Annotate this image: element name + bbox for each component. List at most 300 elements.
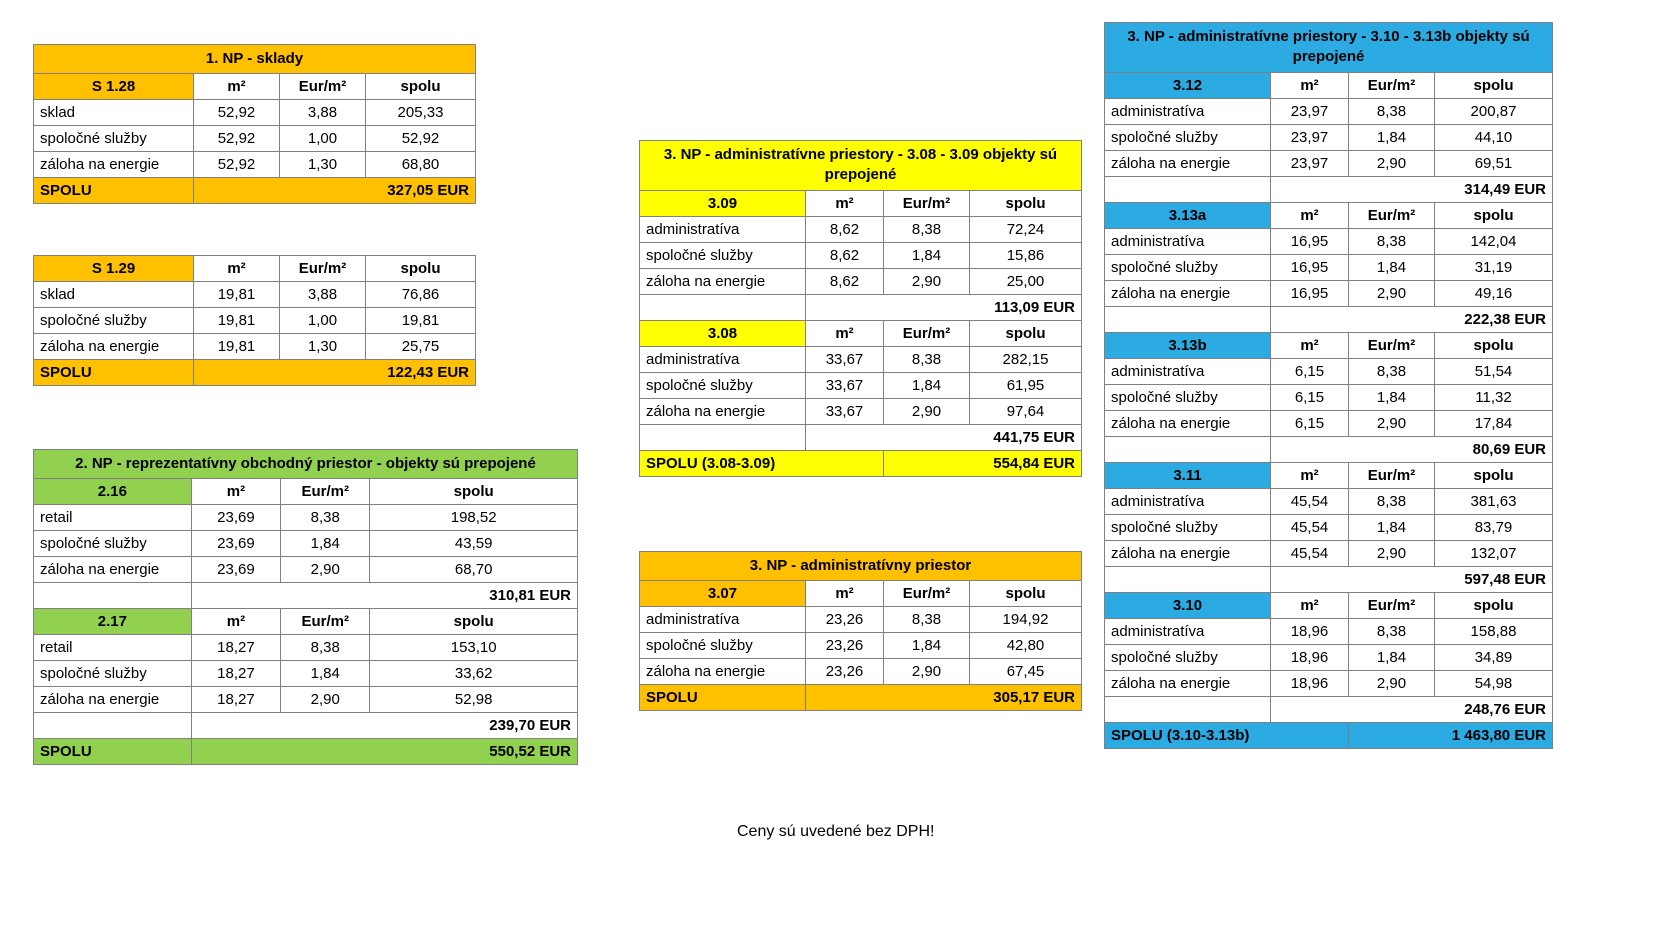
row-total: 51,54 <box>1435 358 1553 384</box>
sum-value: 327,05 EUR <box>194 178 476 204</box>
sum-label: SPOLU <box>34 739 192 765</box>
row-label: administratíva <box>640 607 806 633</box>
row-rate: 8,38 <box>1349 228 1435 254</box>
row-m2: 18,27 <box>191 661 280 687</box>
row-label: spoločné služby <box>34 126 194 152</box>
row-m2: 6,15 <box>1271 410 1349 436</box>
row-m2: 8,62 <box>806 216 884 242</box>
unit-code: 3.07 <box>640 581 806 607</box>
sum-label: SPOLU <box>34 360 194 386</box>
row-total: 44,10 <box>1435 124 1553 150</box>
column-header-m2: m² <box>806 581 884 607</box>
table-row <box>640 398 1082 424</box>
row-total: 68,80 <box>366 152 476 178</box>
row-rate: 2,90 <box>884 659 970 685</box>
row-label: záloha na energie <box>1105 150 1271 176</box>
table-row <box>640 450 1082 476</box>
column-header-rate: Eur/m² <box>1349 72 1435 98</box>
table-row <box>640 581 1082 607</box>
table-row <box>34 256 476 282</box>
unit-code: 3.11 <box>1105 462 1271 488</box>
row-m2: 52,92 <box>194 126 280 152</box>
row-m2: 52,92 <box>194 152 280 178</box>
unit-code: 3.09 <box>640 190 806 216</box>
column-header-total: spolu <box>1435 332 1553 358</box>
spacer-cell <box>34 583 192 609</box>
row-m2: 19,81 <box>194 282 280 308</box>
row-m2: 8,62 <box>806 242 884 268</box>
table-row <box>34 126 476 152</box>
table-row <box>1105 98 1553 124</box>
table-row <box>34 609 578 635</box>
sum-value: 122,43 EUR <box>194 360 476 386</box>
row-rate: 2,90 <box>1349 150 1435 176</box>
table-row <box>1105 462 1553 488</box>
table-row <box>34 479 578 505</box>
table-retail <box>33 449 578 765</box>
unit-code: 2.16 <box>34 479 192 505</box>
row-m2: 18,27 <box>191 635 280 661</box>
row-m2: 8,62 <box>806 268 884 294</box>
row-total: 69,51 <box>1435 150 1553 176</box>
column-header-rate: Eur/m² <box>280 256 366 282</box>
row-label: záloha na energie <box>1105 540 1271 566</box>
table-row <box>1105 150 1553 176</box>
table-row <box>1105 644 1553 670</box>
column-header-rate: Eur/m² <box>280 74 366 100</box>
row-label: spoločné služby <box>1105 384 1271 410</box>
row-rate: 1,00 <box>280 126 366 152</box>
row-total: 198,52 <box>370 505 578 531</box>
table-row <box>34 687 578 713</box>
row-m2: 18,27 <box>191 687 280 713</box>
row-rate: 8,38 <box>281 635 370 661</box>
row-m2: 23,97 <box>1271 124 1349 150</box>
row-m2: 33,67 <box>806 372 884 398</box>
unit-code: 3.10 <box>1105 592 1271 618</box>
row-rate: 2,90 <box>281 687 370 713</box>
table-row <box>1105 618 1553 644</box>
subtotal-value: 441,75 EUR <box>806 424 1082 450</box>
row-label: spoločné služby <box>1105 514 1271 540</box>
column-header-m2: m² <box>1271 592 1349 618</box>
table-row <box>1105 592 1553 618</box>
row-label: sklad <box>34 282 194 308</box>
row-m2: 19,81 <box>194 308 280 334</box>
table-title: 3. NP - administratívne priestory - 3.10 - 3.13b objekty sú prepojené <box>1105 23 1553 73</box>
subtotal-value: 597,48 EUR <box>1271 566 1553 592</box>
row-rate: 2,90 <box>1349 280 1435 306</box>
row-total: 61,95 <box>970 372 1082 398</box>
row-total: 83,79 <box>1435 514 1553 540</box>
column-header-m2: m² <box>806 320 884 346</box>
row-total: 153,10 <box>370 635 578 661</box>
column-header-total: spolu <box>1435 72 1553 98</box>
row-rate: 2,90 <box>884 398 970 424</box>
row-m2: 23,26 <box>806 607 884 633</box>
row-m2: 23,97 <box>1271 98 1349 124</box>
table-row <box>1105 176 1553 202</box>
row-m2: 18,96 <box>1271 618 1349 644</box>
row-rate: 1,84 <box>884 242 970 268</box>
column-header-rate: Eur/m² <box>281 609 370 635</box>
row-total: 67,45 <box>970 659 1082 685</box>
row-m2: 16,95 <box>1271 228 1349 254</box>
row-m2: 52,92 <box>194 100 280 126</box>
table-row <box>640 685 1082 711</box>
row-rate: 8,38 <box>1349 618 1435 644</box>
table-row <box>34 635 578 661</box>
row-rate: 1,84 <box>1349 384 1435 410</box>
row-label: spoločné služby <box>1105 124 1271 150</box>
sum-value: 554,84 EUR <box>884 450 1082 476</box>
table-row <box>34 282 476 308</box>
row-label: administratíva <box>1105 228 1271 254</box>
row-total: 97,64 <box>970 398 1082 424</box>
row-total: 42,80 <box>970 633 1082 659</box>
table-row <box>1105 410 1553 436</box>
column-header-total: spolu <box>366 256 476 282</box>
column-header-rate: Eur/m² <box>884 320 970 346</box>
table-admin-orange-block <box>639 551 1082 711</box>
row-label: administratíva <box>1105 618 1271 644</box>
table-row <box>640 346 1082 372</box>
column-header-rate: Eur/m² <box>1349 592 1435 618</box>
row-label: sklad <box>34 100 194 126</box>
table-row <box>1105 384 1553 410</box>
row-total: 19,81 <box>366 308 476 334</box>
row-rate: 1,30 <box>280 334 366 360</box>
row-total: 158,88 <box>1435 618 1553 644</box>
table-row <box>1105 436 1553 462</box>
row-total: 33,62 <box>370 661 578 687</box>
spacer-cell <box>1105 176 1271 202</box>
table-storage-block <box>33 44 476 204</box>
row-total: 132,07 <box>1435 540 1553 566</box>
row-total: 54,98 <box>1435 670 1553 696</box>
table-row <box>34 450 578 479</box>
row-rate: 8,38 <box>281 505 370 531</box>
row-m2: 23,26 <box>806 633 884 659</box>
row-total: 15,86 <box>970 242 1082 268</box>
row-total: 25,75 <box>366 334 476 360</box>
table-row <box>34 557 578 583</box>
table-row <box>34 739 578 765</box>
row-m2: 45,54 <box>1271 514 1349 540</box>
spacer-cell <box>1105 436 1271 462</box>
unit-code: S 1.29 <box>34 256 194 282</box>
table-row <box>1105 280 1553 306</box>
row-label: administratíva <box>1105 488 1271 514</box>
row-rate: 1,30 <box>280 152 366 178</box>
table-row <box>640 294 1082 320</box>
table-row <box>640 424 1082 450</box>
row-m2: 23,69 <box>191 531 280 557</box>
row-rate: 1,84 <box>1349 124 1435 150</box>
table-title: 2. NP - reprezentatívny obchodný priestor - objekty sú prepojené <box>34 450 578 479</box>
table-row <box>34 531 578 557</box>
table-row <box>1105 332 1553 358</box>
table-row <box>34 661 578 687</box>
table-row <box>640 607 1082 633</box>
column-header-m2: m² <box>1271 72 1349 98</box>
row-rate: 1,84 <box>884 372 970 398</box>
row-label: záloha na energie <box>34 687 192 713</box>
row-total: 43,59 <box>370 531 578 557</box>
unit-code: 3.13a <box>1105 202 1271 228</box>
row-rate: 8,38 <box>1349 488 1435 514</box>
table-row <box>34 360 476 386</box>
row-rate: 1,00 <box>280 308 366 334</box>
table-row <box>1105 228 1553 254</box>
row-total: 25,00 <box>970 268 1082 294</box>
row-rate: 2,90 <box>1349 410 1435 436</box>
sum-label: SPOLU (3.10-3.13b) <box>1105 722 1349 748</box>
table-row <box>1105 23 1553 73</box>
row-total: 76,86 <box>366 282 476 308</box>
row-label: záloha na energie <box>34 152 194 178</box>
subtotal-value: 314,49 EUR <box>1271 176 1553 202</box>
row-rate: 8,38 <box>1349 98 1435 124</box>
row-m2: 23,97 <box>1271 150 1349 176</box>
row-rate: 2,90 <box>884 268 970 294</box>
column-header-total: spolu <box>366 74 476 100</box>
row-label: záloha na energie <box>34 334 194 360</box>
table-row <box>1105 696 1553 722</box>
table-row <box>640 372 1082 398</box>
row-label: spoločné služby <box>1105 644 1271 670</box>
row-m2: 33,67 <box>806 398 884 424</box>
row-m2: 16,95 <box>1271 254 1349 280</box>
column-header-m2: m² <box>1271 202 1349 228</box>
column-header-total: spolu <box>1435 592 1553 618</box>
table-row <box>34 713 578 739</box>
table-row <box>34 74 476 100</box>
subtotal-value: 239,70 EUR <box>191 713 577 739</box>
table-row <box>34 100 476 126</box>
row-rate: 1,84 <box>1349 514 1435 540</box>
table-row <box>640 659 1082 685</box>
column-header-rate: Eur/m² <box>1349 332 1435 358</box>
row-m2: 6,15 <box>1271 384 1349 410</box>
table-storage <box>33 44 476 204</box>
column-header-rate: Eur/m² <box>884 190 970 216</box>
row-m2: 23,69 <box>191 557 280 583</box>
spacer-cell <box>640 424 806 450</box>
table-row <box>1105 358 1553 384</box>
row-total: 282,15 <box>970 346 1082 372</box>
table-row <box>1105 72 1553 98</box>
table-admin-blue <box>1104 22 1553 749</box>
column-header-rate: Eur/m² <box>1349 462 1435 488</box>
column-header-rate: Eur/m² <box>884 581 970 607</box>
row-rate: 8,38 <box>884 216 970 242</box>
table-row <box>1105 254 1553 280</box>
unit-code: 2.17 <box>34 609 192 635</box>
column-header-rate: Eur/m² <box>1349 202 1435 228</box>
price-note: Ceny sú uvedené bez DPH! <box>737 823 935 840</box>
table-row <box>1105 306 1553 332</box>
table-storage-block-2 <box>33 255 476 386</box>
row-total: 49,16 <box>1435 280 1553 306</box>
unit-code: 3.12 <box>1105 72 1271 98</box>
row-total: 194,92 <box>970 607 1082 633</box>
row-rate: 8,38 <box>884 607 970 633</box>
row-label: administratíva <box>1105 98 1271 124</box>
column-header-total: spolu <box>1435 202 1553 228</box>
row-label: záloha na energie <box>640 659 806 685</box>
spacer-cell <box>34 713 192 739</box>
row-label: administratíva <box>640 346 806 372</box>
spacer-cell <box>1105 566 1271 592</box>
row-total: 142,04 <box>1435 228 1553 254</box>
table-storage-2 <box>33 255 476 386</box>
row-total: 72,24 <box>970 216 1082 242</box>
table-row <box>640 268 1082 294</box>
row-label: retail <box>34 635 192 661</box>
row-label: administratíva <box>640 216 806 242</box>
row-m2: 45,54 <box>1271 540 1349 566</box>
row-rate: 1,84 <box>281 661 370 687</box>
spacer-cell <box>640 294 806 320</box>
row-label: retail <box>34 505 192 531</box>
column-header-m2: m² <box>1271 462 1349 488</box>
sum-label: SPOLU (3.08-3.09) <box>640 450 884 476</box>
table-row <box>34 178 476 204</box>
column-header-total: spolu <box>370 609 578 635</box>
subtotal-value: 113,09 EUR <box>806 294 1082 320</box>
row-label: záloha na energie <box>640 398 806 424</box>
row-total: 200,87 <box>1435 98 1553 124</box>
subtotal-value: 310,81 EUR <box>191 583 577 609</box>
row-rate: 2,90 <box>1349 540 1435 566</box>
row-label: záloha na energie <box>34 557 192 583</box>
table-row <box>1105 124 1553 150</box>
table-row <box>1105 202 1553 228</box>
row-total: 11,32 <box>1435 384 1553 410</box>
table-row <box>640 552 1082 581</box>
table-row <box>640 216 1082 242</box>
table-retail-block <box>33 449 578 765</box>
column-header-total: spolu <box>970 190 1082 216</box>
table-row <box>1105 540 1553 566</box>
column-header-m2: m² <box>191 609 280 635</box>
row-label: spoločné služby <box>1105 254 1271 280</box>
column-header-m2: m² <box>1271 332 1349 358</box>
row-m2: 19,81 <box>194 334 280 360</box>
row-m2: 45,54 <box>1271 488 1349 514</box>
row-rate: 8,38 <box>1349 358 1435 384</box>
row-m2: 16,95 <box>1271 280 1349 306</box>
row-total: 34,89 <box>1435 644 1553 670</box>
row-rate: 2,90 <box>281 557 370 583</box>
table-row <box>34 505 578 531</box>
sum-value: 550,52 EUR <box>191 739 577 765</box>
row-label: spoločné služby <box>640 633 806 659</box>
row-rate: 2,90 <box>1349 670 1435 696</box>
table-admin-blue-block <box>1104 22 1553 749</box>
table-admin-orange <box>639 551 1082 711</box>
row-total: 68,70 <box>370 557 578 583</box>
table-row <box>640 633 1082 659</box>
table-row <box>640 320 1082 346</box>
table-row <box>34 308 476 334</box>
row-rate: 1,84 <box>884 633 970 659</box>
row-rate: 3,88 <box>280 282 366 308</box>
row-label: záloha na energie <box>1105 410 1271 436</box>
row-label: spoločné služby <box>34 531 192 557</box>
row-m2: 23,69 <box>191 505 280 531</box>
column-header-rate: Eur/m² <box>281 479 370 505</box>
row-label: záloha na energie <box>640 268 806 294</box>
table-row <box>1105 566 1553 592</box>
row-label: záloha na energie <box>1105 670 1271 696</box>
table-row <box>640 242 1082 268</box>
table-row <box>34 152 476 178</box>
row-label: spoločné služby <box>34 308 194 334</box>
column-header-m2: m² <box>191 479 280 505</box>
column-header-total: spolu <box>970 581 1082 607</box>
column-header-m2: m² <box>194 256 280 282</box>
row-rate: 8,38 <box>884 346 970 372</box>
unit-code: 3.08 <box>640 320 806 346</box>
table-row <box>34 334 476 360</box>
row-m2: 18,96 <box>1271 670 1349 696</box>
row-m2: 18,96 <box>1271 644 1349 670</box>
row-m2: 33,67 <box>806 346 884 372</box>
subtotal-value: 248,76 EUR <box>1271 696 1553 722</box>
table-admin-yellow-block <box>639 140 1082 477</box>
spacer-cell <box>1105 306 1271 332</box>
row-total: 52,92 <box>366 126 476 152</box>
table-title: 3. NP - administratívny priestor <box>640 552 1082 581</box>
table-row <box>34 583 578 609</box>
table-row <box>1105 722 1553 748</box>
column-header-total: spolu <box>370 479 578 505</box>
column-header-total: spolu <box>970 320 1082 346</box>
row-m2: 23,26 <box>806 659 884 685</box>
row-m2: 6,15 <box>1271 358 1349 384</box>
table-title: 1. NP - sklady <box>34 45 476 74</box>
sum-value: 1 463,80 EUR <box>1349 722 1553 748</box>
table-row <box>1105 670 1553 696</box>
row-rate: 1,84 <box>281 531 370 557</box>
column-header-m2: m² <box>806 190 884 216</box>
table-row <box>1105 488 1553 514</box>
subtotal-value: 80,69 EUR <box>1271 436 1553 462</box>
column-header-total: spolu <box>1435 462 1553 488</box>
row-total: 52,98 <box>370 687 578 713</box>
row-label: administratíva <box>1105 358 1271 384</box>
table-row <box>640 190 1082 216</box>
row-label: spoločné služby <box>34 661 192 687</box>
row-label: záloha na energie <box>1105 280 1271 306</box>
row-rate: 1,84 <box>1349 644 1435 670</box>
sum-label: SPOLU <box>640 685 806 711</box>
subtotal-value: 222,38 EUR <box>1271 306 1553 332</box>
unit-code: 3.13b <box>1105 332 1271 358</box>
table-row <box>640 141 1082 191</box>
table-row <box>1105 514 1553 540</box>
sum-label: SPOLU <box>34 178 194 204</box>
sum-value: 305,17 EUR <box>806 685 1082 711</box>
table-row <box>34 45 476 74</box>
table-admin-yellow <box>639 140 1082 477</box>
row-total: 381,63 <box>1435 488 1553 514</box>
row-label: spoločné služby <box>640 242 806 268</box>
row-total: 205,33 <box>366 100 476 126</box>
table-title: 3. NP - administratívne priestory - 3.08 - 3.09 objekty sú prepojené <box>640 141 1082 191</box>
